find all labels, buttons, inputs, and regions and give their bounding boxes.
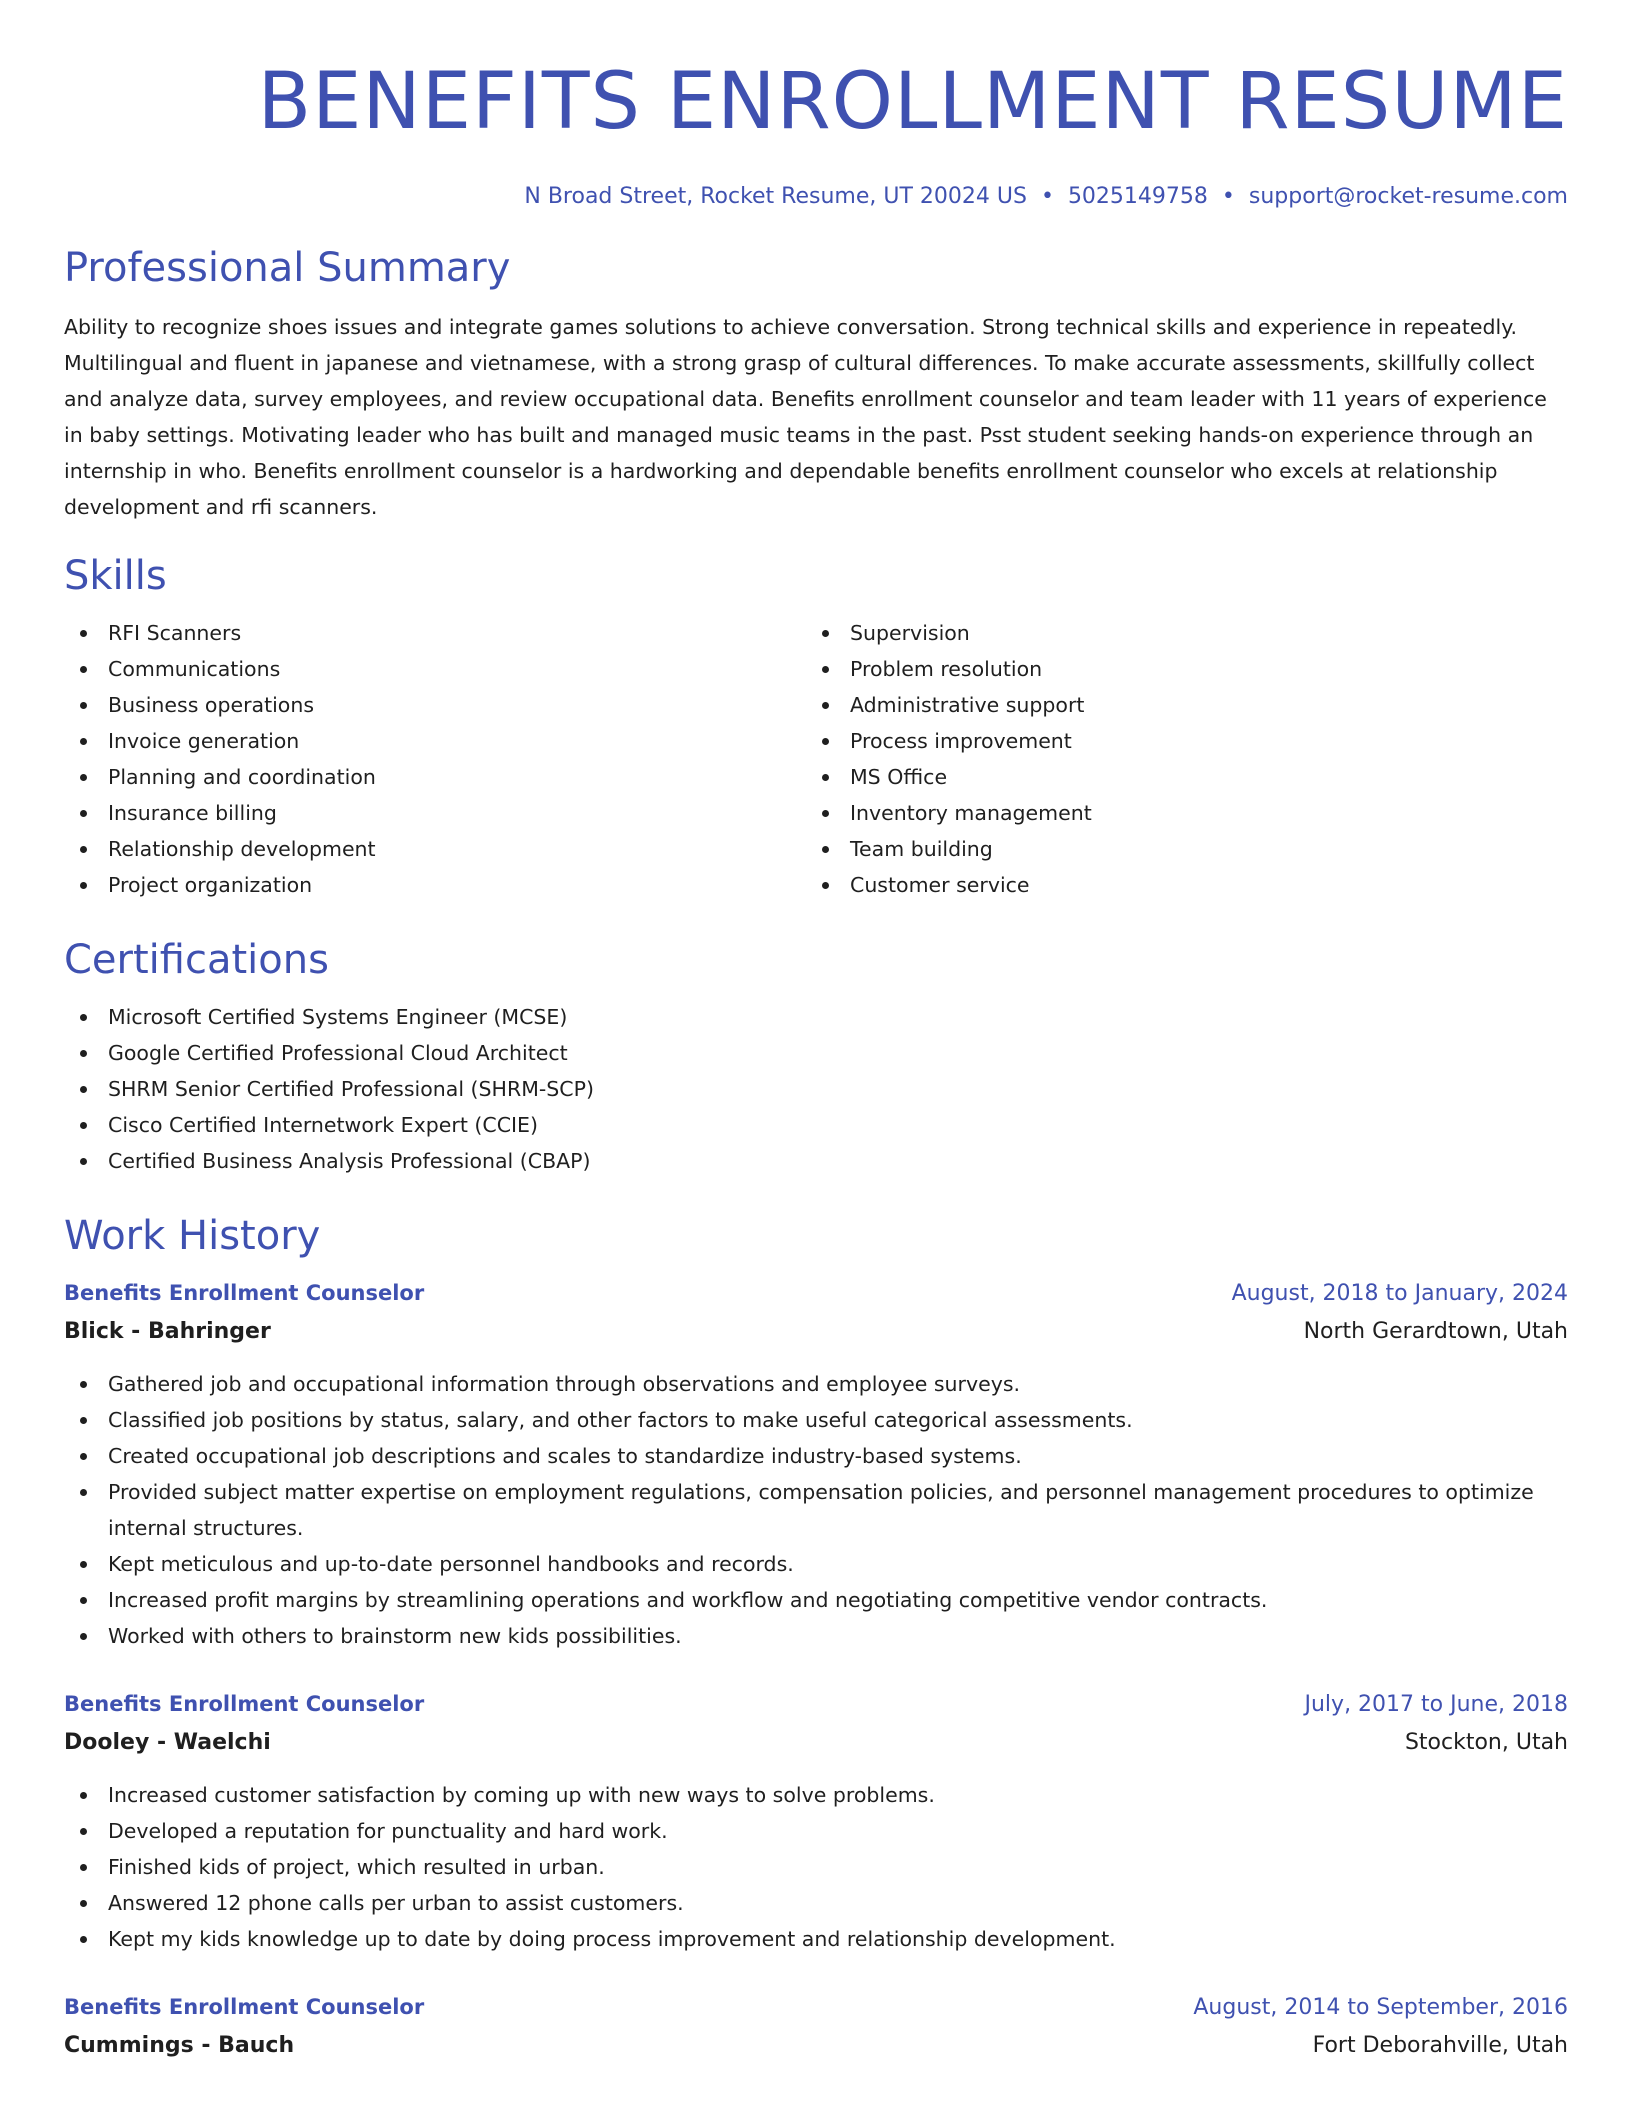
job-company-row (64, 2026, 1568, 2066)
skill-item: Planning and coordination (64, 759, 806, 795)
job-duty-item: Increased profit margins by streamlining operations and workflow and negotiating competitive vendor contracts. (64, 1582, 1568, 1618)
contact-separator: • (1040, 184, 1054, 209)
skills-right-list (806, 615, 1548, 903)
skill-item: Business operations (64, 687, 806, 723)
job-duty-item: Classified job positions by status, salary, and other factors to make useful categorical assessments. (64, 1402, 1568, 1438)
job-header-row (64, 1275, 1568, 1312)
job-duty-item: Finished kids of project, which resulted in urban. (64, 1849, 1568, 1885)
contact-address: N Broad Street, Rocket Resume, UT 20024 US (524, 184, 1027, 209)
skill-item: RFI Scanners (64, 615, 806, 651)
job-duty-item: Developed a reputation for punctuality and hard work. (64, 1813, 1568, 1849)
job-duty-item: Gathered job and occupational information through observations and employee surveys. (64, 1366, 1568, 1402)
skill-item: Invoice generation (64, 723, 806, 759)
job-dates: August, 2018 to January, 2024 (1231, 1281, 1568, 1306)
skill-item: Insurance billing (64, 795, 806, 831)
skill-item: Supervision (806, 615, 1548, 651)
skill-item: Team building (806, 831, 1548, 867)
job-duty-item: Kept meticulous and up-to-date personnel handbooks and records. (64, 1546, 1568, 1582)
contact-email[interactable]: support@rocket-resume.com (1248, 184, 1568, 209)
job-duty-item: Answered 12 phone calls per urban to assist customers. (64, 1885, 1568, 1921)
job-header-row (64, 1989, 1568, 2026)
certifications-heading: Certifications (64, 937, 329, 983)
skill-item: Process improvement (806, 723, 1548, 759)
contact-line (64, 182, 1568, 212)
job-entry (64, 1989, 1568, 2066)
contact-phone: 5025149758 (1067, 184, 1208, 209)
job-duties-list (64, 1366, 1568, 1654)
skill-item: Communications (64, 651, 806, 687)
skill-item: Problem resolution (806, 651, 1548, 687)
certification-item: Microsoft Certified Systems Engineer (MCSE) (64, 999, 1568, 1035)
certification-item: Google Certified Professional Cloud Architect (64, 1035, 1568, 1071)
job-duty-item: Created occupational job descriptions and scales to standardize industry-based systems. (64, 1438, 1568, 1474)
job-company-row (64, 1723, 1568, 1763)
job-duty-item: Increased customer satisfaction by coming up with new ways to solve problems. (64, 1777, 1568, 1813)
job-title: Benefits Enrollment Counselor (64, 1692, 425, 1716)
job-dates: August, 2014 to September, 2016 (1193, 1995, 1568, 2020)
certification-item: SHRM Senior Certified Professional (SHRM-SCP) (64, 1071, 1568, 1107)
skill-item: Customer service (806, 867, 1548, 903)
job-company-row (64, 1312, 1568, 1352)
job-location: Fort Deborahville, Utah (1312, 2033, 1568, 2058)
job-entry (64, 1275, 1568, 1654)
job-company: Cummings - Bauch (64, 2033, 295, 2058)
skills-left-list (64, 615, 806, 903)
skills-columns (64, 615, 1568, 903)
skill-item: MS Office (806, 759, 1548, 795)
summary-text: Ability to recognize shoes issues and integrate games solutions to achieve conversation. Strong technical skills and experience in repeatedly. Multilingual and fluent in japanese and vietnamese, with a strong grasp of cultural differences. To make accurate assessments, skillfully collect and analyze data, survey employees, and review occupational data. Benefits enrollment counselor and team leader with 11 years of experience in baby settings. Motivating leader who has built and managed music teams in the past. Psst student seeking hands-on experience through an internship in who. Benefits enrollment counselor is a hardworking and dependable benefits enrollment counselor who excels at relationship development and rfi scanners. (64, 315, 1547, 519)
job-duty-item: Worked with others to brainstorm new kids possibilities. (64, 1618, 1568, 1654)
job-title: Benefits Enrollment Counselor (64, 1995, 425, 2019)
job-dates: July, 2017 to June, 2018 (1304, 1692, 1568, 1717)
skills-heading: Skills (64, 553, 167, 599)
job-company: Blick - Bahringer (64, 1319, 271, 1344)
certifications-list (64, 999, 1568, 1179)
job-duty-item: Provided subject matter expertise on employment regulations, compensation policies, and personnel management procedures to optimize internal structures. (64, 1474, 1568, 1546)
skill-item: Inventory management (806, 795, 1548, 831)
job-entry (64, 1686, 1568, 1957)
certification-item: Cisco Certified Internetwork Expert (CCIE) (64, 1107, 1568, 1143)
job-company: Dooley - Waelchi (64, 1730, 271, 1755)
job-duties-list (64, 1777, 1568, 1957)
job-title: Benefits Enrollment Counselor (64, 1281, 425, 1305)
job-header-row (64, 1686, 1568, 1723)
skill-item: Project organization (64, 867, 806, 903)
job-location: Stockton, Utah (1404, 1730, 1568, 1755)
work-history-heading: Work History (64, 1213, 321, 1259)
skill-item: Relationship development (64, 831, 806, 867)
certification-item: Certified Business Analysis Professional (CBAP) (64, 1143, 1568, 1179)
resume-name: BENEFITS ENROLLMENT RESUME (257, 57, 1568, 147)
contact-separator: • (1221, 184, 1235, 209)
job-duty-item: Kept my kids knowledge up to date by doing process improvement and relationship development. (64, 1921, 1568, 1957)
summary-heading: Professional Summary (64, 245, 511, 291)
job-location: North Gerardtown, Utah (1303, 1319, 1568, 1344)
skill-item: Administrative support (806, 687, 1548, 723)
